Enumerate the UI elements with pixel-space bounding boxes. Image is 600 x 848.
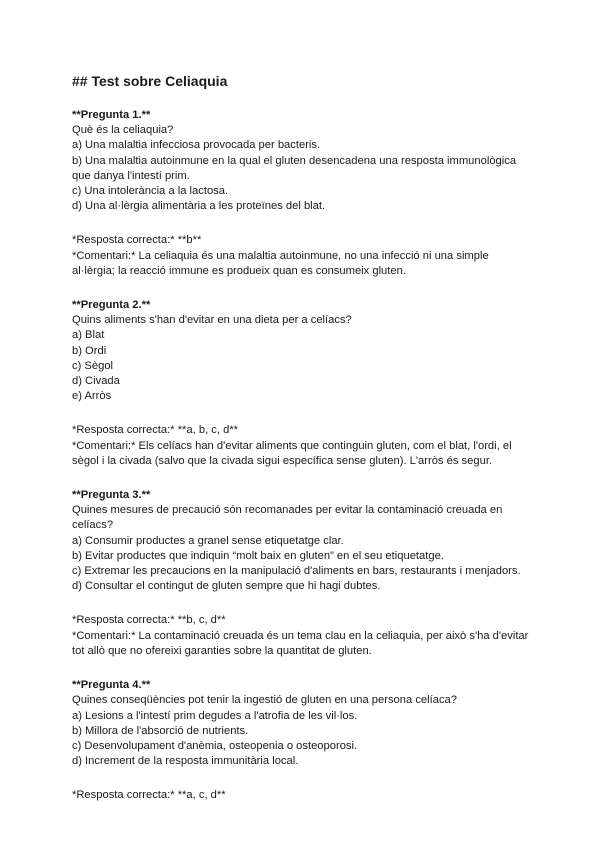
question-heading: **Pregunta 2.** (72, 299, 151, 312)
answer-option: a) Una malaltia infecciosa provocada per bacteris. (72, 139, 321, 152)
correct-answer: *Resposta correcta:* **a, b, c, d** (72, 424, 239, 437)
correct-answer: *Resposta correcta:* **b** (72, 234, 202, 247)
question-text: Quines conseqüències pot tenir la ingestió de gluten en una persona celíaca? (72, 694, 457, 707)
question-heading: **Pregunta 3.** (72, 489, 151, 502)
document-page (72, 72, 532, 823)
answer-option: d) Increment de la resposta immunitària local. (72, 755, 299, 768)
comment: *Comentari:* La contaminació creuada és un tema clau en la celiaquia, per això s'ha d'evitar tot allò que no ofereixi garanties sobre la quantitat de gluten. (72, 629, 529, 657)
answer-block-4 (72, 788, 532, 803)
question-text: Què és la celiaquia? (72, 124, 174, 137)
answer-option: a) Lesions a l'intestí prim degudes a l'atrofia de les vil·los. (72, 709, 358, 722)
answer-option: e) Arròs (72, 390, 112, 403)
question-2 (72, 298, 532, 404)
answer-option: c) Sègol (72, 359, 114, 372)
answer-block-3 (72, 613, 532, 659)
answer-option: b) Millora de l'absorció de nutrients. (72, 724, 249, 737)
answer-option: b) Una malaltia autoinmune en la qual el gluten desencadena una resposta immunològica que danya l'intestí prim. (72, 154, 517, 182)
answer-option: c) Una intolerància a la lactosa. (72, 185, 229, 198)
answer-option: b) Evitar productes que indiquin “molt baix en gluten” en el seu etiquetatge. (72, 549, 444, 562)
answer-option: c) Desenvolupament d'anèmia, osteopenia o osteoporosi. (72, 739, 358, 752)
comment: *Comentari:* La celiaquia és una malaltia autoinmune, no una infecció ni una simple al·lèrgia; la reacció immune es produeix quan es consumeix gluten. (72, 249, 489, 277)
answer-option: b) Ordi (72, 344, 107, 357)
answer-option: a) Blat (72, 329, 105, 342)
correct-answer: *Resposta correcta:* **a, c, d** (72, 789, 226, 802)
question-1 (72, 108, 532, 214)
answer-option: d) Consultar el contingut de gluten sempre que hi hagi dubtes. (72, 580, 381, 593)
question-text: Quines mesures de precaució són recomanades per evitar la contaminació creuada en celíacs? (72, 504, 503, 532)
question-heading: **Pregunta 4.** (72, 679, 151, 692)
document-title: ## Test sobre Celiaquia (72, 73, 228, 89)
question-3 (72, 488, 532, 594)
question-heading: **Pregunta 1.** (72, 109, 151, 121)
comment: *Comentari:* Els celíacs han d'evitar aliments que continguin gluten, com el blat, l'ordi, el sègol i la civada (salvo que la civada sigui específica sense gluten). L'arròs és segur. (72, 439, 512, 467)
answer-block-2 (72, 423, 532, 469)
answer-option: a) Consumir productes a granel sense etiquetatge clar. (72, 534, 344, 547)
answer-option: d) Civada (72, 375, 120, 388)
question-4 (72, 678, 532, 769)
answer-option: c) Extremar les precaucions en la manipulació d'aliments en bars, restaurants i menjadors. (72, 565, 521, 578)
answer-option: d) Una al·lèrgia alimentària a les proteïnes del blat. (72, 200, 326, 213)
answer-block-1 (72, 233, 532, 279)
correct-answer: *Resposta correcta:* **b, c, d** (72, 614, 226, 627)
question-text: Quins aliments s'han d'evitar en una dieta per a celíacs? (72, 314, 352, 327)
